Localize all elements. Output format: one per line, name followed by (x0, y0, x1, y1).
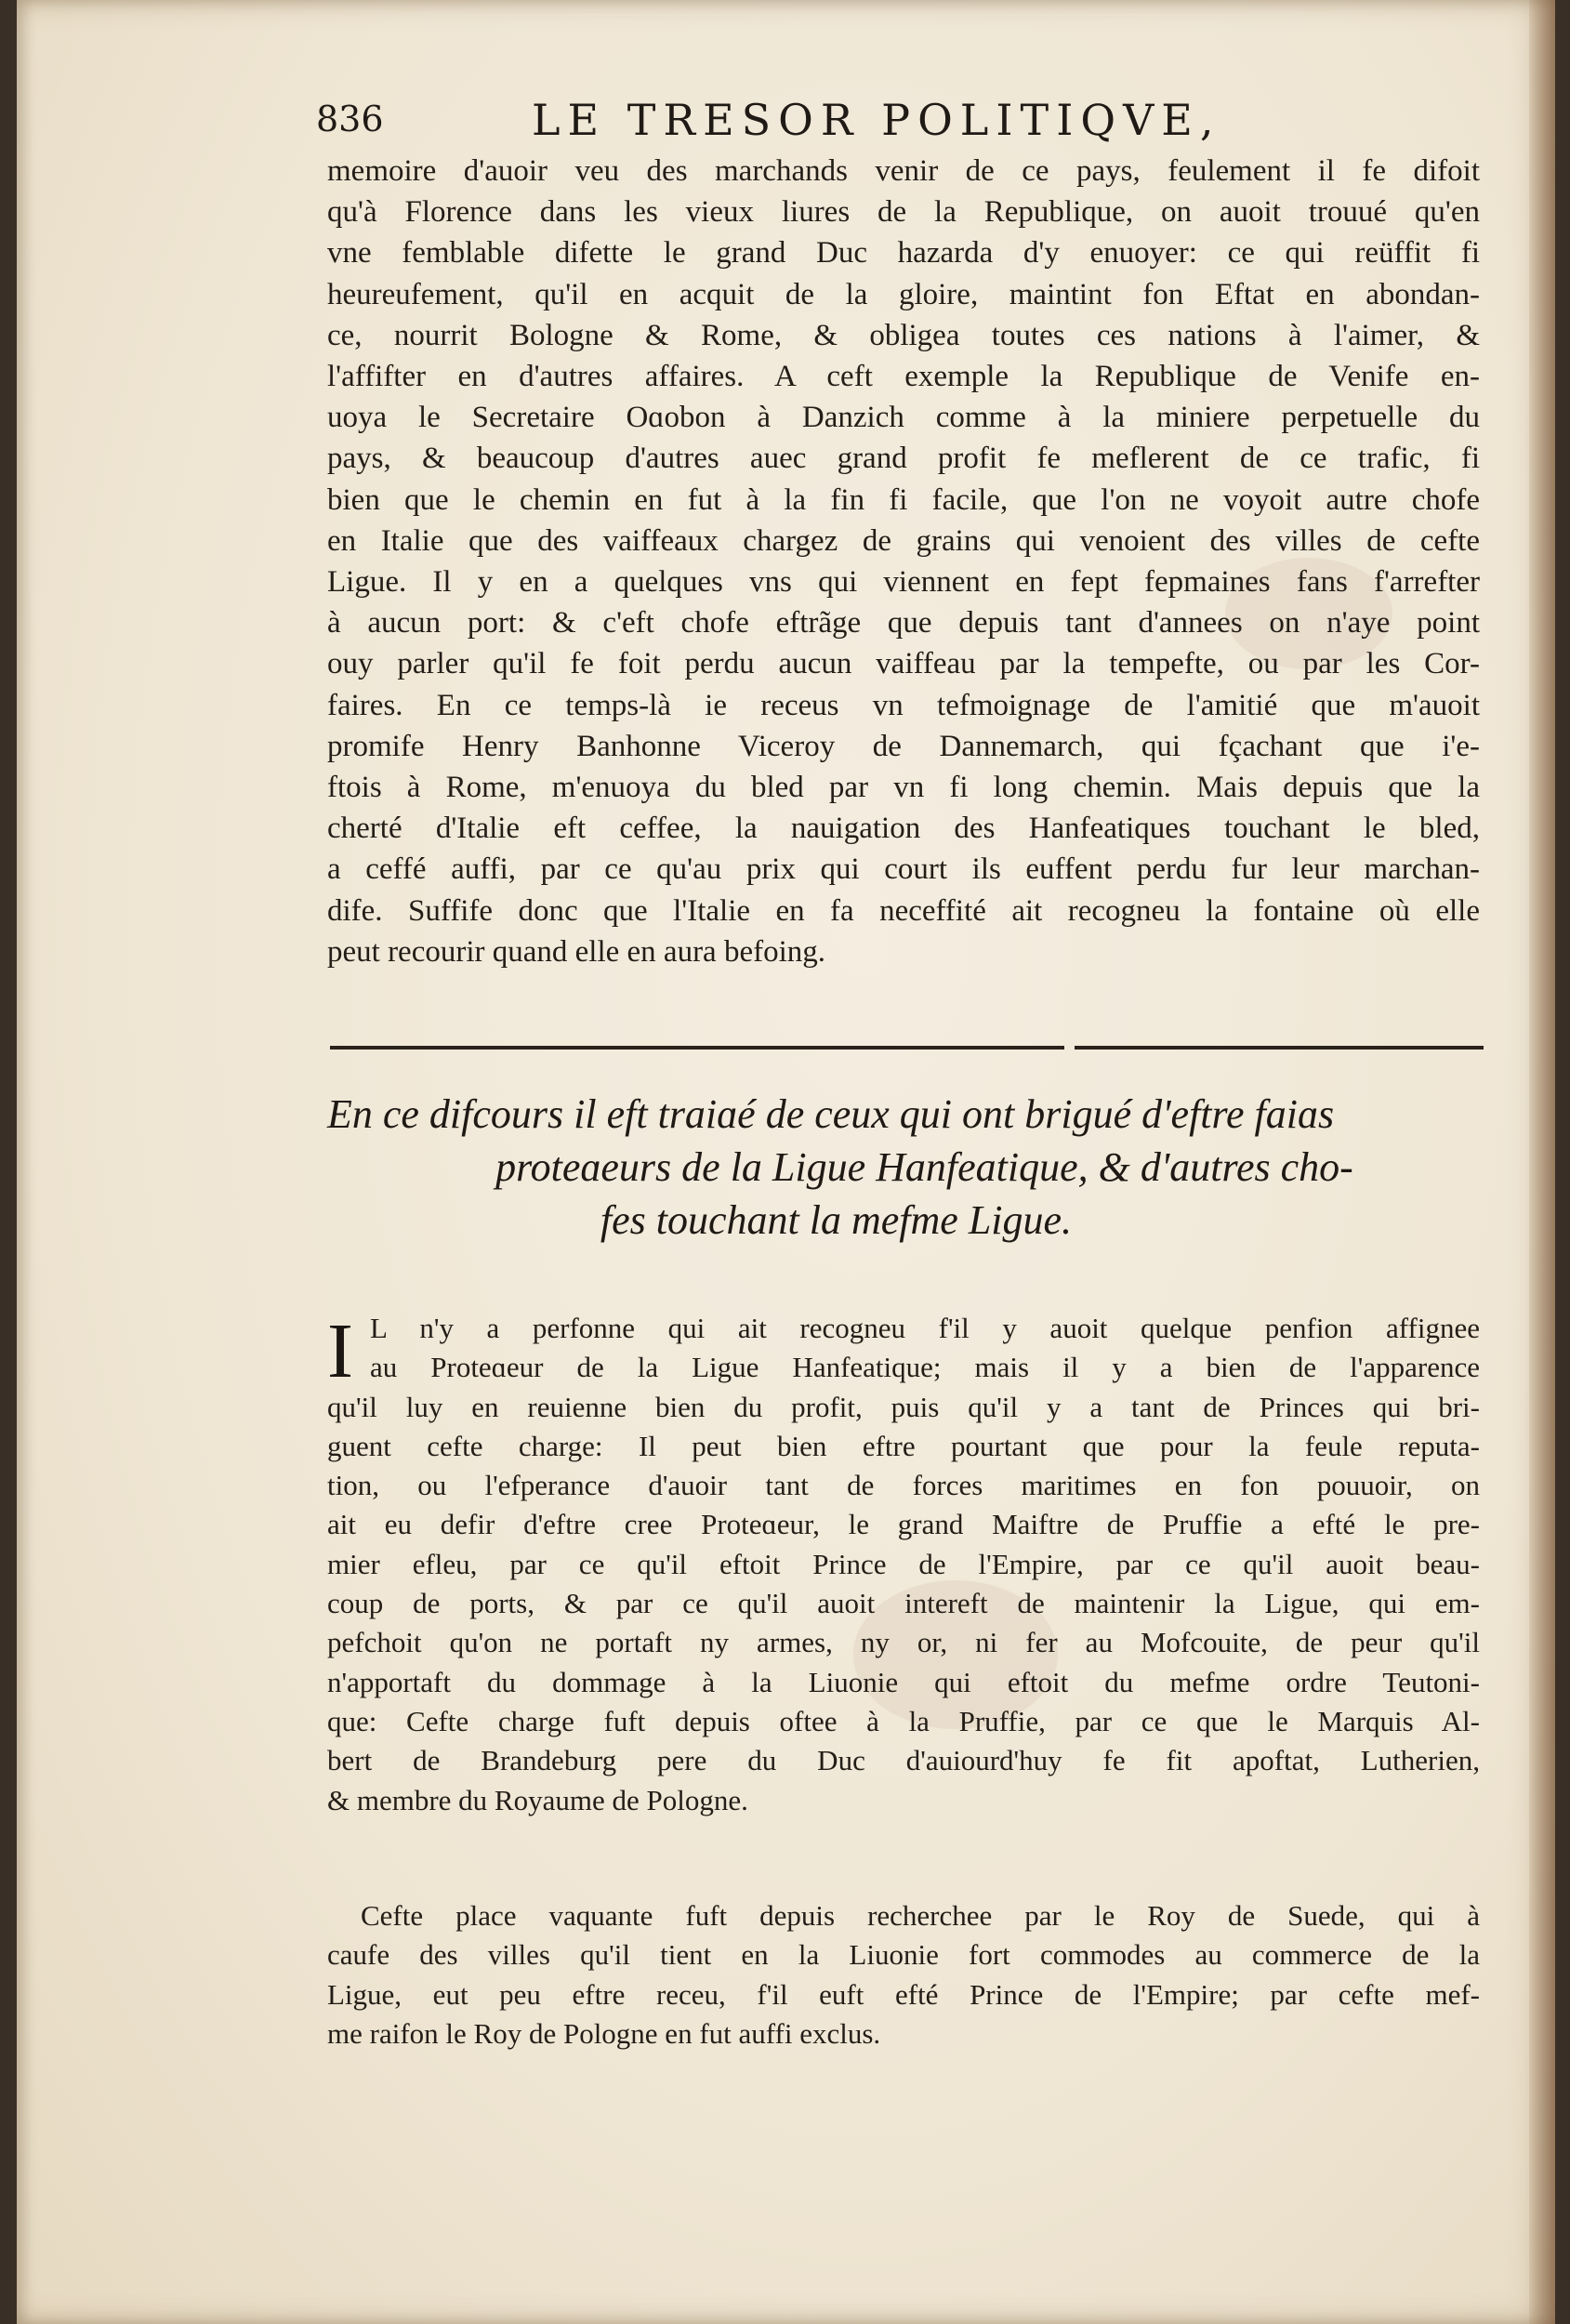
text-line: à aucun port: & c'eft chofe eftrãge que depuis tant d'annees on n'aye point (327, 606, 1480, 640)
text-line: qu'à Florence dans les vieux liures de la Republique, on auoit trouué qu'en (327, 195, 1480, 230)
text-line: au Proteɑeur de la Ligue Hanfeatique; mais il y a bien de l'apparence (370, 1351, 1480, 1384)
text-line: l'affifter en d'autres affaires. A ceft exemple la Republique de Venife en- (327, 360, 1480, 394)
text-line: caufe des villes qu'il tient en la Liuonie fort commodes au commerce de la (327, 1938, 1480, 1972)
text-line: ce, nourrit Bologne & Rome, & obligea toutes ces nations à l'aimer, & (327, 318, 1480, 352)
text-line: faires. En ce temps-là ie receus vn tefmoignage de l'amitié que m'auoit (327, 688, 1480, 722)
text-line: que: Cefte charge fuft depuis oftee à la Pruffie, par ce que le Marquis Al- (327, 1704, 1480, 1737)
text-line: bien que le chemin en fut à la fin fi facile, que l'on ne voyoit autre chofe (327, 482, 1480, 517)
section-rule-right (1075, 1046, 1484, 1050)
text-line: me raifon le Roy de Pologne en fut auffi exclus. (327, 2016, 881, 2050)
paragraph-main (327, 1309, 1480, 1895)
paragraph-top (327, 151, 1480, 987)
paragraph-next (327, 1896, 1480, 2064)
text-line: ouy parler qu'il fe foit perdu aucun vaiffeau par la tempefte, ou par les Cor- (327, 647, 1480, 681)
text-line: cherté d'Italie eft ceffee, la nauigation des Hanfeatiques touchant le bled, (327, 812, 1480, 846)
text-line: peut recourir quand elle en aura befoing. (327, 934, 826, 969)
text-line: uoya le Secretaire Oɑobon à Danzich comme à la miniere perpetuelle du (327, 401, 1480, 435)
text-line: a ceffé auffi, par ce qu'au prix qui court ils euffent perdu fur leur marchan- (327, 852, 1480, 887)
text-line: mier efleu, par ce qu'il eftoit Prince de l'Empire, par ce qu'il auoit beau- (327, 1547, 1480, 1580)
text-line: guent cefte charge: Il peut bien eftre pourtant que pour la feule reputa- (327, 1429, 1480, 1462)
text-line: heureufement, qu'il en acquit de la gloire, maintint fon Eftat en abondan- (327, 277, 1480, 311)
text-line: pays, & beaucoup d'autres auec grand profit fe meflerent de ce trafic, fi (327, 442, 1480, 476)
chapter-heading (327, 1088, 1484, 1247)
text-line: L n'y a perfonne qui ait recogneu f'il y auoit quelque penfion affignee (370, 1312, 1480, 1344)
text-line: pefchoit qu'on ne portaft ny armes, ny or, ni fer au Mofcouite, de peur qu'il (327, 1626, 1480, 1659)
running-title: LE TRESOR POLITIQVE, (532, 95, 1221, 145)
page-header (316, 95, 1301, 151)
text-line: qu'il luy en reuienne bien du profit, puis qu'il y a tant de Princes qui bri- (327, 1390, 1480, 1423)
text-line: promife Henry Banhonne Viceroy de Dannemarch, qui fçachant que i'e- (327, 729, 1480, 763)
text-line: vne femblable difette le grand Duc hazarda d'y enuoyer: ce qui reüffit fi (327, 236, 1480, 271)
text-line: Cefte place vaquante fuft depuis recherchee par le Roy de Suede, qui à (361, 1899, 1480, 1932)
section-rule-left (330, 1046, 1064, 1050)
text-line: ait eu defir d'eftre cree Proteɑeur, le grand Maiftre de Pruffie a efté le pre- (327, 1508, 1480, 1541)
heading-line: En ce difcours il eft traiɑé de ceux qui ont brigué d'eftre faiɑs (327, 1091, 1335, 1137)
text-line: bert de Brandeburg pere du Duc d'auiourd'huy fe fit apoftat, Lutherien, (327, 1744, 1480, 1777)
text-line: ftois à Rome, m'enuoya du bled par vn fi long chemin. Mais depuis que la (327, 771, 1480, 805)
heading-line: fes touchant la mefme Ligue. (600, 1197, 1073, 1243)
text-line: Ligue, eut peu eftre receu, f'il euft efté Prince de l'Empire; par cefte mef- (327, 1977, 1480, 2011)
text-line: dife. Suffife donc que l'Italie en fa neceffité ait recogneu la fontaine où elle (327, 893, 1480, 928)
page-edge-shadow (1529, 0, 1555, 2324)
text-line: coup de ports, & par ce qu'il auoit intereft de maintenir la Ligue, qui em- (327, 1587, 1480, 1620)
drop-cap: I (327, 1308, 353, 1394)
text-line: tion, ou l'efperance d'auoir tant de forces maritimes en fon pouuoir, on (327, 1469, 1480, 1502)
text-line: en Italie que des vaiffeaux chargez de grains qui venoient des villes de cefte (327, 523, 1480, 558)
text-line: memoire d'auoir veu des marchands venir de ce pays, feulement il fe difoit (327, 154, 1480, 188)
text-line: Ligue. Il y en a quelques vns qui viennent en fept fepmaines fans f'arrefter (327, 565, 1480, 600)
text-line: n'apportaft du dommage à la Liuonie qui eftoit du mefme ordre Teutoni- (327, 1665, 1480, 1698)
page-number: 836 (316, 99, 384, 139)
heading-line: proteɑeurs de la Ligue Hanfeatique, & d'autres cho- (495, 1144, 1353, 1190)
text-line: & membre du Royaume de Pologne. (327, 1783, 748, 1816)
